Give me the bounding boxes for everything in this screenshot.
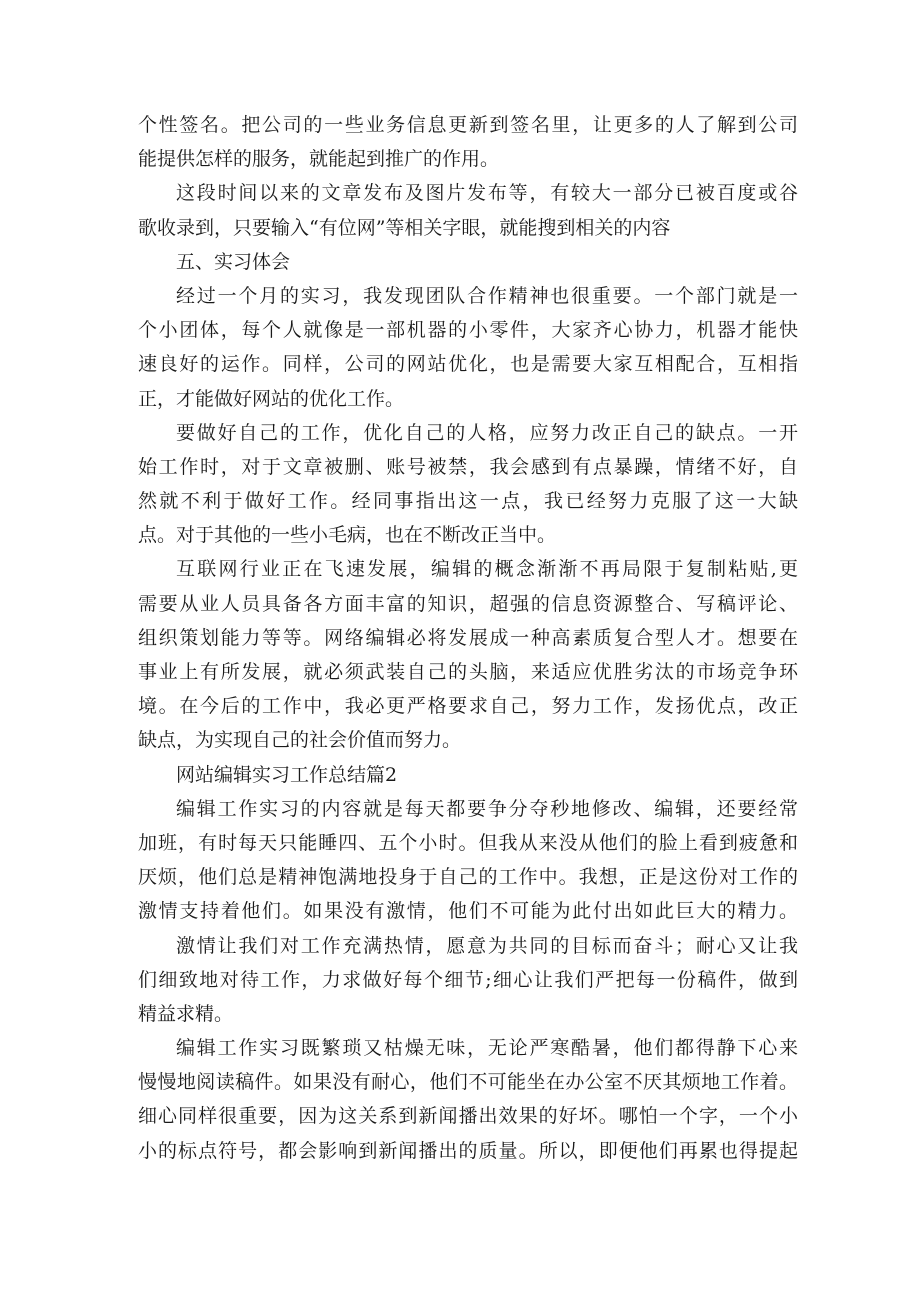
paragraph-start-line: 要做好自己的工作，优化自己的人格，应努力改正自己的缺点。一开 bbox=[176, 421, 798, 444]
text-line: 点。对于其他的一些小毛病，也在不断改正当中。 bbox=[138, 524, 557, 547]
text-line: 始工作时，对于文章被删、账号被禁，我会感到有点暴躁，情绪不好，自 bbox=[138, 455, 798, 478]
text-line: 精益求精。 bbox=[138, 1002, 234, 1025]
text-line: 激情支持着他们。如果没有激情，他们不可能为此付出如此巨大的精力。 bbox=[138, 900, 798, 923]
paragraph-start-line: 互联网行业正在飞速发展，编辑的概念渐渐不再局限于复制粘贴,更 bbox=[176, 558, 798, 581]
text-line: 厌烦，他们总是精神饱满地投身于自己的工作中。我想，正是这份对工作的 bbox=[138, 866, 798, 889]
document-body bbox=[138, 108, 798, 1168]
text-line: 正，才能做好网站的优化工作。 bbox=[138, 387, 405, 410]
paragraph-start-line: 经过一个月的实习，我发现团队合作精神也很重要。一个部门就是一 bbox=[176, 284, 798, 307]
paragraph-start-line: 这段时间以来的文章发布及图片发布等，有较大一部分已被百度或谷 bbox=[176, 182, 798, 205]
text-line: 然就不利于做好工作。经同事指出这一点，我已经努力克服了这一大缺 bbox=[138, 490, 798, 513]
paragraph-start-line: 激情让我们对工作充满热情，愿意为共同的目标而奋斗；耐心又让我 bbox=[176, 934, 798, 957]
text-line: 境。在今后的工作中，我必更严格要求自己，努力工作，发扬优点，改正 bbox=[138, 695, 798, 718]
text-line: 事业上有所发展，就必须武装自己的头脑，来适应优胜劣汰的市场竞争环 bbox=[138, 661, 798, 683]
text-line: 们细致地对待工作，力求做好每个细节;细心让我们严把每一份稿件，做到 bbox=[138, 968, 798, 991]
text-line: 能提供怎样的服务，就能起到推广的作用。 bbox=[138, 148, 500, 171]
section-heading: 网站编辑实习工作总结篇2 bbox=[176, 763, 398, 786]
paragraph-start-line: 编辑工作实习既繁琐又枯燥无味，无论严寒酷暑，他们都得静下心来 bbox=[176, 1037, 798, 1060]
paragraph-start-line: 编辑工作实习的内容就是每天都要争分夺秒地修改、编辑，还要经常 bbox=[176, 797, 798, 820]
text-line: 缺点，为实现自己的社会价值而努力。 bbox=[138, 729, 462, 752]
section-heading: 五、实习体会 bbox=[176, 250, 291, 273]
text-line: 加班，有时每天只能睡四、五个小时。但我从来没从他们的脸上看到疲惫和 bbox=[138, 831, 798, 854]
text-line: 个小团体，每个人就像是一部机器的小零件，大家齐心协力，机器才能快 bbox=[138, 319, 798, 342]
text-line: 歌收录到，只要输入“有位网”等相关字眼，就能搜到相关的内容 bbox=[138, 216, 671, 239]
text-line: 个性签名。把公司的一些业务信息更新到签名里，让更多的人了解到公司 bbox=[138, 114, 798, 136]
text-line: 速良好的运作。同样，公司的网站优化，也是需要大家互相配合，互相指 bbox=[138, 353, 798, 376]
text-line: 需要从业人员具备各方面丰富的知识，超强的信息资源整合、写稿评论、 bbox=[138, 592, 798, 615]
text-line: 小的标点符号，都会影响到新闻播出的质量。所以，即便他们再累也得提起 bbox=[138, 1139, 798, 1162]
text-line: 组织策划能力等等。网络编辑必将发展成一种高素质复合型人才。想要在 bbox=[138, 626, 798, 649]
text-line: 细心同样很重要，因为这关系到新闻播出效果的好坏。哪怕一个字，一个小 bbox=[138, 1105, 798, 1128]
text-line: 慢慢地阅读稿件。如果没有耐心，他们不可能坐在办公室不厌其烦地工作着。 bbox=[138, 1071, 798, 1094]
